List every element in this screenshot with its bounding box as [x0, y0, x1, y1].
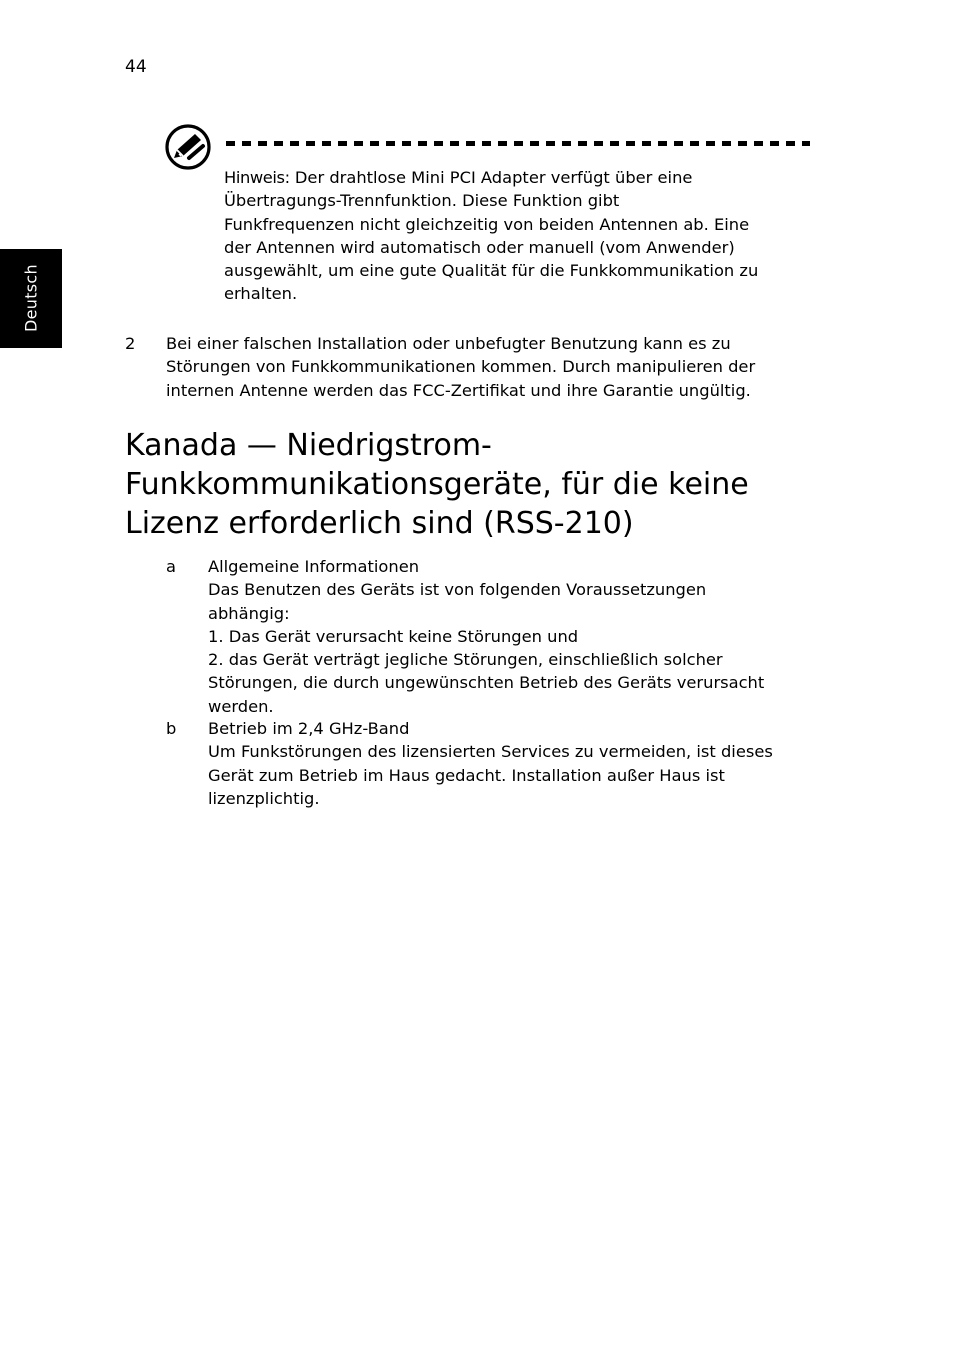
note-line-3: Funkfrequenzen nicht gleichzeitig von beiden Antennen ab. Eine: [224, 214, 750, 234]
heading-line: Lizenz erforderlich sind (RSS-210): [125, 506, 634, 541]
note-line-5: ausgewählt, um eine gute Qualität für die Funkkommunikation zu: [224, 261, 759, 281]
note-line-4: der Antennen wird automatisch oder manuell (vom Anwender): [224, 237, 735, 257]
list-item-line: Störungen von Funkkommunikationen kommen. Durch manipulieren der: [166, 357, 756, 377]
list-item-text: [208, 717, 818, 810]
list-item-line: 1. Das Gerät verursacht keine Störungen und: [208, 626, 579, 646]
note-dashed-divider: [226, 141, 810, 146]
heading-line: Funkkommunikationsgeräte, für die keine: [125, 467, 749, 502]
side-tab-label: Deutsch: [21, 264, 41, 332]
list-item-letter: b: [166, 719, 177, 738]
list-item-line: lizenzplichtig.: [208, 788, 320, 808]
note-line-1: [224, 166, 810, 189]
note-pencil-icon: [165, 124, 211, 170]
list-item-text: [208, 555, 818, 718]
language-side-tab: [0, 249, 62, 348]
list-item-line: internen Antenne werden das FCC-Zertifikat und ihre Garantie ungültig.: [166, 380, 751, 400]
note-line-1-text: Der drahtlose Mini PCI Adapter verfügt über eine: [289, 168, 693, 187]
list-item-line: 2. das Gerät verträgt jegliche Störungen, einschließlich solcher: [208, 650, 723, 670]
list-item-line: abhängig:: [208, 603, 290, 623]
list-item-line: Störungen, die durch ungewünschten Betrieb des Geräts verursacht: [208, 673, 765, 693]
note-block: [224, 166, 810, 306]
note-line-6: erhalten.: [224, 284, 298, 304]
list-item-text: [166, 332, 816, 402]
note-line-2: Übertragungs-Trennfunktion. Diese Funktion gibt: [224, 191, 620, 211]
page-number: 44: [125, 57, 147, 77]
list-item-number: 2: [125, 334, 136, 353]
list-item-letter: a: [166, 557, 176, 576]
note-label: Hinweis:: [224, 168, 290, 187]
list-item-line: Gerät zum Betrieb im Haus gedacht. Installation außer Haus ist: [208, 765, 725, 785]
list-item-line: Um Funkstörungen des lizensierten Services zu vermeiden, ist dieses: [208, 742, 773, 762]
heading-line: Kanada — Niedrigstrom-: [125, 428, 492, 463]
list-item-line: Bei einer falschen Installation oder unbefugter Benutzung kann es zu: [166, 334, 731, 353]
list-item-line: Das Benutzen des Geräts ist von folgenden Voraussetzungen: [208, 580, 707, 600]
list-item-line: Betrieb im 2,4 GHz-Band: [208, 719, 410, 738]
list-item-line: Allgemeine Informationen: [208, 557, 420, 576]
section-heading: [125, 426, 845, 543]
list-item-line: werden.: [208, 696, 274, 716]
